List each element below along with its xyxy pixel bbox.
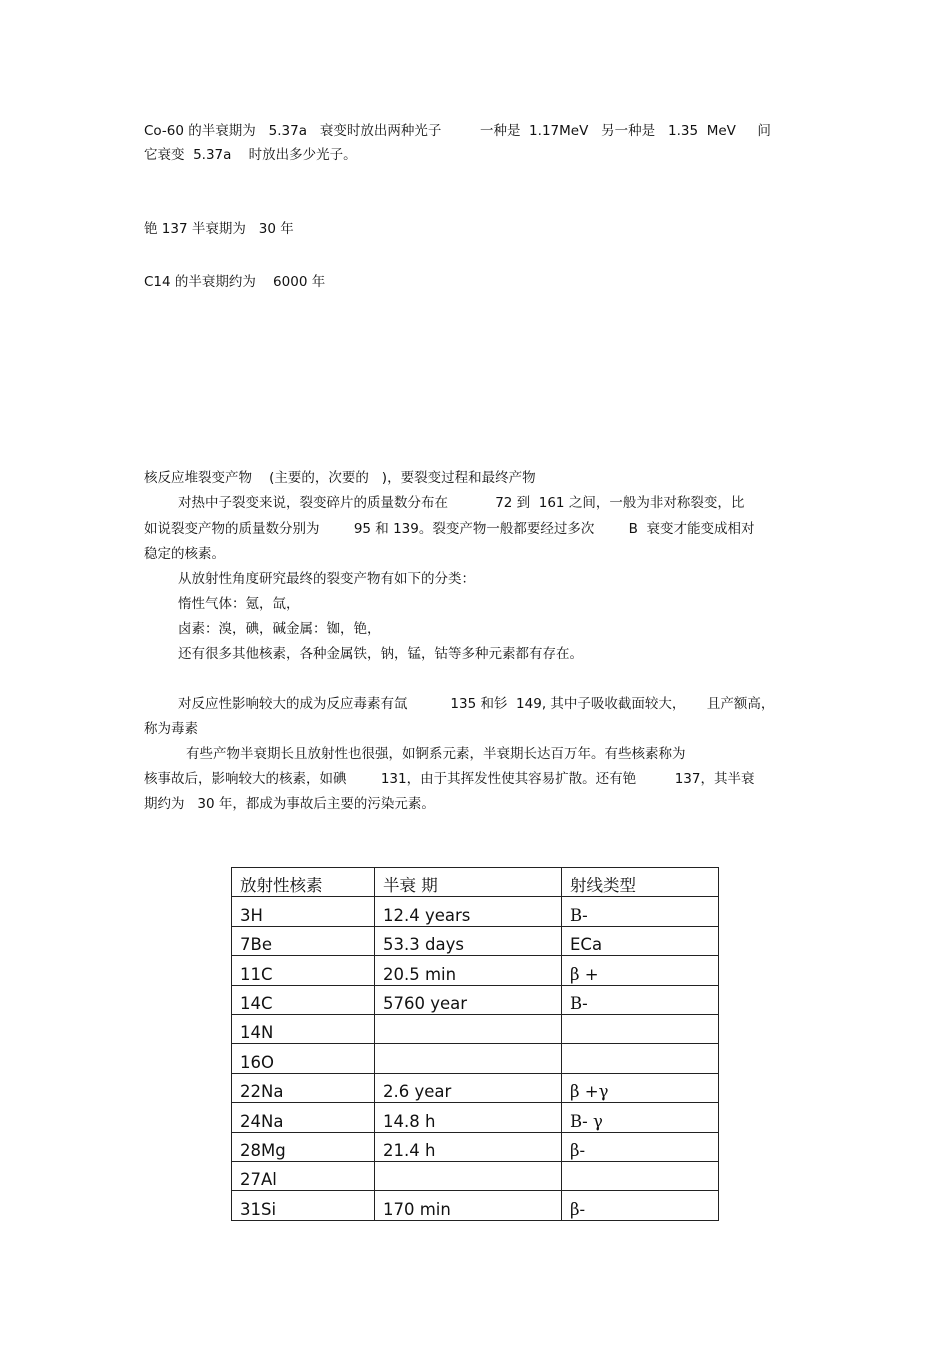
cell-nuclide: 28Mg <box>232 1132 375 1161</box>
table-row <box>232 1044 719 1073</box>
cell-halflife: 21.4 h <box>375 1132 562 1161</box>
cell-halflife: 170 min <box>375 1191 562 1220</box>
table-row <box>232 897 719 926</box>
table-row <box>232 1191 719 1220</box>
cell-radiation <box>562 1044 719 1073</box>
cell-nuclide: 27Al <box>232 1161 375 1190</box>
paragraph-fission-line1: 对热中子裂变来说，裂变碎片的质量数分布在 72 到 161 之间，一般为非对称裂变，比 <box>178 495 745 511</box>
cell-halflife <box>375 1014 562 1043</box>
noble-gases: 惰性气体：氪，氙， <box>178 596 300 612</box>
header-halflife: 半衰 期 <box>375 868 562 897</box>
table-header-row <box>232 868 719 897</box>
cell-radiation <box>562 1161 719 1190</box>
header-radiation-type: 射线类型 <box>562 868 719 897</box>
table-row <box>232 1014 719 1043</box>
cell-halflife <box>375 1044 562 1073</box>
table-row <box>232 956 719 985</box>
cell-radiation: β +γ <box>562 1073 719 1102</box>
table-row <box>232 985 719 1014</box>
paragraph-fission-line2: 如说裂变产物的质量数分别为 95 和 139。裂变产物一般都要经过多次 Β 衰变才能变成相对 <box>144 521 755 537</box>
cell-halflife <box>375 1161 562 1190</box>
cell-halflife: 20.5 min <box>375 956 562 985</box>
co60-question-line1: Co-60 的半衰期为 5.37a 衰变时放出两种光子 一种是 1.17MeV 另一种是 1.35 MeV 问 <box>144 123 771 139</box>
cell-nuclide: 11C <box>232 956 375 985</box>
halogens-alkali: 卤素：溴，碘，碱金属：铷，铯， <box>178 621 381 637</box>
cell-nuclide: 3H <box>232 897 375 926</box>
cell-radiation: Β- <box>562 897 719 926</box>
long-lived-line2: 核事故后，影响较大的核素，如碘 131，由于其挥发性使其容易扩散。还有铯 137，其半衰 <box>144 771 755 787</box>
cs137-halflife: 铯 137 半衰期为 30 年 <box>144 221 294 237</box>
cell-nuclide: 14C <box>232 985 375 1014</box>
cell-nuclide: 14N <box>232 1014 375 1043</box>
table-row <box>232 1132 719 1161</box>
cell-radiation: ECa <box>562 926 719 955</box>
cell-nuclide: 16O <box>232 1044 375 1073</box>
cell-radiation: Β- γ <box>562 1103 719 1132</box>
cell-radiation <box>562 1014 719 1043</box>
cell-radiation: β- <box>562 1132 719 1161</box>
table-row <box>232 1161 719 1190</box>
cell-halflife: 5760 year <box>375 985 562 1014</box>
other-nuclides: 还有很多其他核素，各种金属铁，钠，锰，钴等多种元素都有存在。 <box>178 646 583 662</box>
cell-nuclide: 24Na <box>232 1103 375 1132</box>
cell-halflife: 14.8 h <box>375 1103 562 1132</box>
cell-halflife: 2.6 year <box>375 1073 562 1102</box>
paragraph-fission-line3: 稳定的核素。 <box>144 546 225 562</box>
table-row <box>232 1073 719 1102</box>
cell-nuclide: 7Be <box>232 926 375 955</box>
poison-line2: 称为毒素 <box>144 721 198 737</box>
cell-nuclide: 22Na <box>232 1073 375 1102</box>
header-nuclide: 放射性核素 <box>232 868 375 897</box>
cell-halflife: 12.4 years <box>375 897 562 926</box>
cell-radiation: β- <box>562 1191 719 1220</box>
c14-halflife: C14 的半衰期约为 6000 年 <box>144 274 326 290</box>
cell-halflife: 53.3 days <box>375 926 562 955</box>
long-lived-line1: 有些产物半衰期长且放射性也很强，如锕系元素，半衰期长达百万年。有些核素称为 <box>186 746 686 762</box>
section-heading: 核反应堆裂变产物 (主要的，次要的 )，要裂变过程和最终产物 <box>144 470 536 486</box>
cell-radiation: β + <box>562 956 719 985</box>
cell-nuclide: 31Si <box>232 1191 375 1220</box>
nuclide-table <box>231 867 719 1221</box>
long-lived-line3: 期约为 30 年，都成为事故后主要的污染元素。 <box>144 796 435 812</box>
poison-line1: 对反应性影响较大的成为反应毒素有氙 135 和钐 149, 其中子吸收截面较大， 且产额高， <box>178 696 775 712</box>
co60-question-line2: 它衰变 5.37a 时放出多少光子。 <box>144 147 357 163</box>
cell-radiation: Β- <box>562 985 719 1014</box>
table-row <box>232 1103 719 1132</box>
nuclide-table-body <box>232 868 719 1221</box>
table-row <box>232 926 719 955</box>
classification-intro: 从放射性角度研究最终的裂变产物有如下的分类： <box>178 571 475 587</box>
